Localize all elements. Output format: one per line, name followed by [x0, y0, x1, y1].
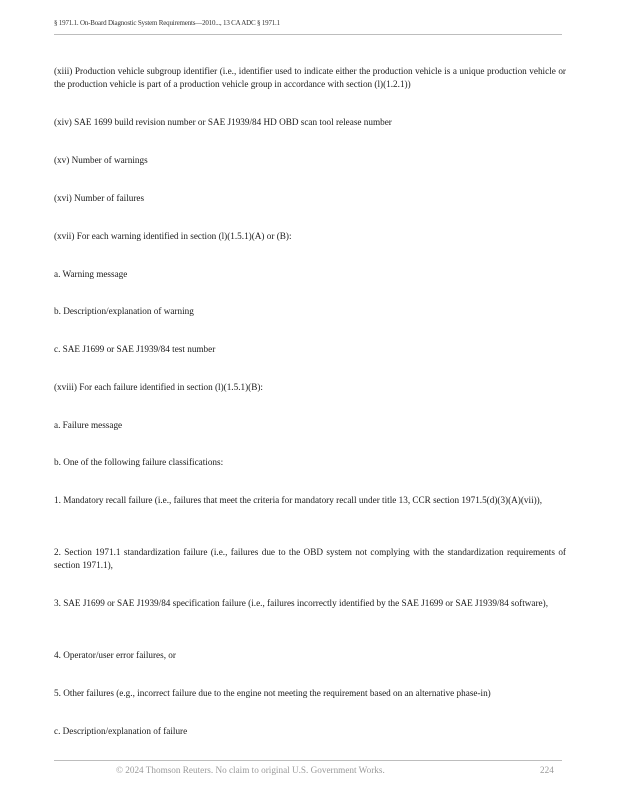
classification-1: 1. Mandatory recall failure (i.e., failures that meet the criteria for mandatory recall under title 13, CCR section 1971.5(d)(3)(A)(vii)), — [54, 495, 543, 505]
paragraph-xiv: (xiv) SAE 1699 build revision number or SAE J1939/84 HD OBD scan tool release number — [54, 117, 392, 127]
paragraph-xviii: (xviii) For each failure identified in section (l)(1.5.1)(B): — [54, 382, 263, 392]
footer-divider — [54, 760, 562, 761]
paragraph-xviii-c: c. Description/explanation of failure — [54, 726, 188, 736]
classification-5: 5. Other failures (e.g., incorrect failure due to the engine not meeting the requirement based on an alternative phase-in) — [54, 688, 491, 698]
page-number: 224 — [540, 765, 554, 775]
running-header: § 1971.1. On-Board Diagnostic System Requirements—2010..., 13 CA ADC § 1971.1 — [54, 19, 280, 27]
paragraph-xvi: (xvi) Number of failures — [54, 193, 145, 203]
classification-2: 2. Section 1971.1 standardization failure (i.e., failures due to the OBD system not complying with the standardization requirements of section 1971.1), — [54, 547, 566, 570]
paragraph-xiii: (xiii) Production vehicle subgroup identifier (i.e., identifier used to indicate either the production vehicle is a unique production vehicle or the production vehicle is part of a production vehicle group in accordance with section (l)(1.2.1)) — [54, 66, 566, 89]
paragraph-xvii-a: a. Warning message — [54, 269, 128, 279]
paragraph-xviii-a: a. Failure message — [54, 420, 123, 430]
footer-copyright: © 2024 Thomson Reuters. No claim to original U.S. Government Works. — [116, 765, 385, 775]
paragraph-xvii: (xvii) For each warning identified in section (l)(1.5.1)(A) or (B): — [54, 231, 292, 241]
paragraph-xvii-b: b. Description/explanation of warning — [54, 306, 194, 316]
classification-4: 4. Operator/user error failures, or — [54, 650, 176, 660]
paragraph-xvii-c: c. SAE J1699 or SAE J1939/84 test number — [54, 344, 216, 354]
header-divider — [54, 34, 562, 35]
paragraph-xviii-b: b. One of the following failure classifications: — [54, 457, 224, 467]
paragraph-xv: (xv) Number of warnings — [54, 155, 148, 165]
classification-3: 3. SAE J1699 or SAE J1939/84 specification failure (i.e., failures incorrectly identified by the SAE J1699 or SAE J1939/84 software), — [54, 598, 548, 608]
